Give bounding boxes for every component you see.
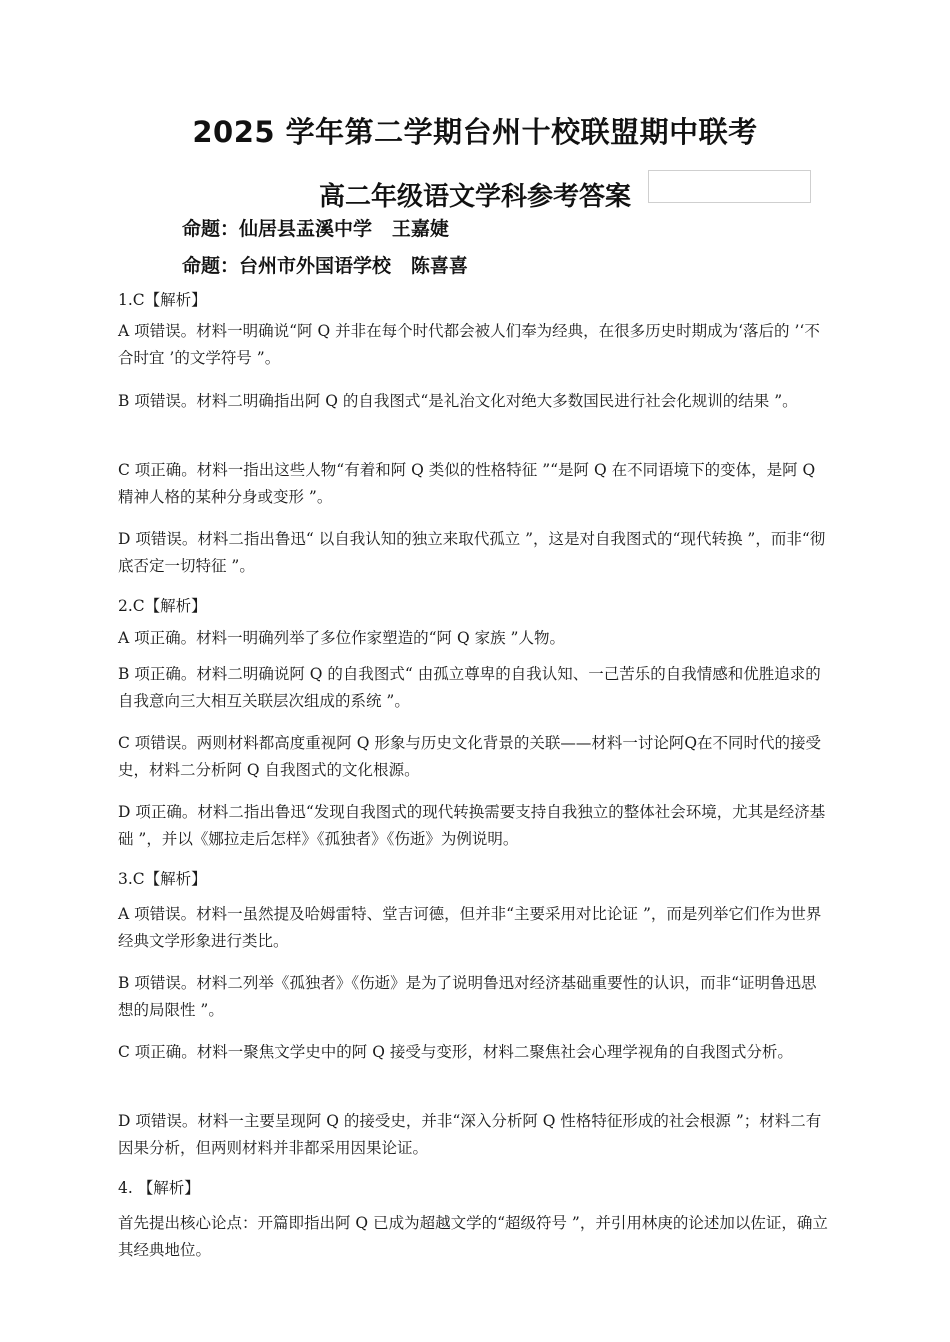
answer-item: B 项正确。材料二明确说阿 Q 的自我图式“ 由孤立尊卑的自我认知、一己苦乐的自我情感和优胜追求的自我意向三大相互关联层次组成的系统 ”。	[118, 665, 821, 710]
author-line: 命题：台州市外国语学校 陈喜喜	[182, 255, 468, 277]
answer-item: D 项正确。材料二指出鲁迅“发现自我图式的现代转换需要支持自我独立的整体社会环境，尤其是经济基础 ”，并以《娜拉走后怎样》《孤独者》《伤逝》为例说明。	[118, 803, 826, 848]
answer-item: C 项正确。材料一聚焦文学史中的阿 Q 接受与变形，材料二聚焦社会心理学视角的自我图式分析。	[118, 1043, 793, 1061]
answer-item: 首先提出核心论点：开篇即指出阿 Q 已成为超越文学的“超级符号 ”，并引用林庚的论述加以佐证，确立其经典地位。	[118, 1214, 828, 1259]
answer-item: A 项错误。材料一明确说“阿 Q 并非在每个时代都会被人们奉为经典，在很多历史时期成为‘落后的 ’‘不合时宜 ’的文学符号 ”。	[118, 322, 820, 367]
question-heading: 2.C【解析】	[118, 597, 207, 615]
page-title: 2025 学年第二学期台州十校联盟期中联考	[192, 115, 758, 149]
question-heading: 4. 【解析】	[118, 1179, 200, 1197]
answer-item: B 项错误。材料二明确指出阿 Q 的自我图式“是礼治文化对绝大多数国民进行社会化规训的结果 ”。	[118, 392, 798, 410]
answer-item: A 项错误。材料一虽然提及哈姆雷特、堂吉诃德，但并非“主要采用对比论证 ”，而是列举它们作为世界经典文学形象进行类比。	[118, 905, 822, 950]
answer-item: D 项错误。材料一主要呈现阿 Q 的接受史，并非“深入分析阿 Q 性格特征形成的社会根源 ”；材料二有因果分析，但两则材料并非都采用因果论证。	[118, 1112, 822, 1157]
question-heading: 3.C【解析】	[118, 870, 207, 888]
author-line: 命题：仙居县盂溪中学 王嘉婕	[182, 218, 449, 240]
answer-item: C 项正确。材料一指出这些人物“有着和阿 Q 类似的性格特征 ”“是阿 Q 在不同语境下的变体，是阿 Q 精神人格的某种分身或变形 ”。	[118, 461, 816, 506]
page-subtitle: 高二年级语文学科参考答案	[318, 182, 631, 212]
answer-item: B 项错误。材料二列举《孤独者》《伤逝》是为了说明鲁迅对经济基础重要性的认识，而非“证明鲁迅思想的局限性 ”。	[118, 974, 817, 1019]
answer-item: A 项正确。材料一明确列举了多位作家塑造的“阿 Q 家族 ”人物。	[118, 629, 565, 647]
question-heading: 1.C【解析】	[118, 291, 207, 309]
score-box	[648, 170, 811, 203]
answer-item: D 项错误。材料二指出鲁迅“ 以自我认知的独立来取代孤立 ”，这是对自我图式的“现代转换 ”，而非“彻底否定一切特征 ”。	[118, 530, 826, 575]
answer-item: C 项错误。两则材料都高度重视阿 Q 形象与历史文化背景的关联——材料一讨论阿Q在不同时代的接受史，材料二分析阿 Q 自我图式的文化根源。	[118, 734, 822, 779]
